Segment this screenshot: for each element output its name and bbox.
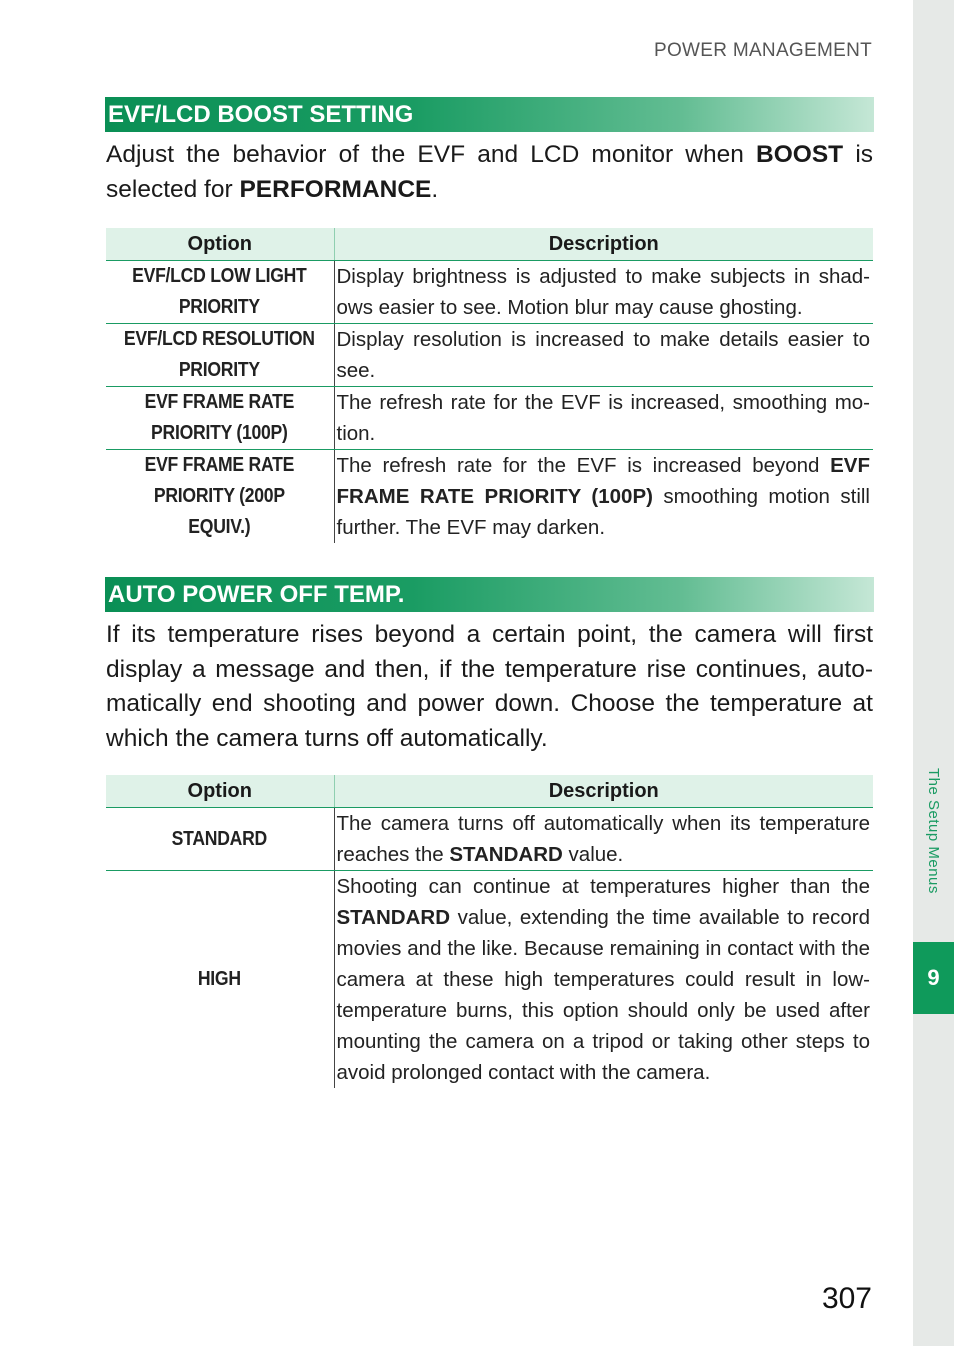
options-table <box>106 775 873 1088</box>
options-table <box>106 228 873 543</box>
table-row <box>106 450 873 544</box>
table-row <box>106 387 873 450</box>
text-run: Display resolution is increased to make details easier to see. <box>336 328 870 382</box>
option-name <box>120 808 321 871</box>
option-name-line: PRIORITY (200P EQUIV.) <box>153 485 285 538</box>
table-row <box>106 324 873 387</box>
chapter-number-tab: 9 <box>913 942 954 1014</box>
option-name <box>120 324 321 387</box>
bold-term: PERFORMANCE <box>239 175 432 203</box>
section-intro <box>106 618 873 756</box>
option-name-line: EVF/LCD RESOLUTION <box>123 328 315 350</box>
option-name-line: PRIORITY <box>178 359 260 381</box>
option-name <box>120 871 321 1089</box>
page-number: 307 <box>821 1282 872 1315</box>
option-description <box>334 261 873 324</box>
option-name <box>120 387 321 450</box>
option-name-line: HIGH <box>197 968 241 990</box>
option-description <box>334 450 873 544</box>
option-name-line: EVF/LCD LOW LIGHT <box>132 265 307 287</box>
text-run: Display brightness is adjusted to make subjects in shad-ows easier to see. Motion blur may cause ghosting. <box>336 265 870 319</box>
text-run: The refresh rate for the EVF is increased, smoothing mo-tion. <box>336 391 870 445</box>
text-run: smoothing motion still further. The EVF may darken. <box>336 485 870 539</box>
text-run: value. <box>562 843 624 866</box>
text-run: The refresh rate for the EVF is increased beyond <box>336 454 831 477</box>
column-header-option: Option <box>106 775 334 808</box>
side-margin-strip <box>913 0 954 1346</box>
text-run: If its temperature rises beyond a certain point, the camera will first display a message and then, if the temperature rise continues, auto-matically end shooting and power down. Choose the temperature at which the camera turns off automatically. <box>106 621 873 752</box>
text-run: is selected for <box>106 141 874 203</box>
option-name-line: PRIORITY (100P) <box>151 422 288 444</box>
text-run: value, extending the time available to record movies and the like. Because remaining in contact with the camera at these high temperatures could result in low-temperature burns, this option should only be used after mounting the camera on a tripod or taking other steps to avoid prolonged contact with the camera. <box>336 906 870 1084</box>
column-header-description: Description <box>334 228 873 261</box>
option-name <box>120 261 321 324</box>
section-heading: EVF/LCD BOOST SETTING <box>105 97 874 132</box>
chapter-side-label: The Setup Menus <box>925 768 942 894</box>
bold-term: BOOST <box>756 141 844 168</box>
text-run: Adjust the behavior of the EVF and LCD monitor when <box>106 141 757 168</box>
text-run: The camera turns off automatically when its temperature reaches the <box>336 812 870 866</box>
option-description <box>334 324 873 387</box>
section-heading: AUTO POWER OFF TEMP. <box>105 577 874 612</box>
option-name-line: STANDARD <box>171 827 268 850</box>
option-name <box>120 450 321 544</box>
bold-term: STANDARD <box>336 906 451 929</box>
table-body <box>106 808 873 1089</box>
column-header-option: Option <box>106 228 334 261</box>
bold-term: STANDARD <box>449 843 563 866</box>
option-description <box>334 387 873 450</box>
text-run: Shooting can continue at temperatures higher than the <box>336 875 870 898</box>
column-header-description: Description <box>334 775 873 808</box>
running-head: POWER MANAGEMENT <box>653 40 872 61</box>
option-name-line: EVF FRAME RATE <box>144 454 295 476</box>
table-body <box>106 261 873 544</box>
table-row <box>106 871 873 1089</box>
table-header-row <box>106 775 873 808</box>
option-description <box>334 808 873 871</box>
bold-term: EVF FRAME RATE PRIORITY (100P) <box>336 454 870 508</box>
table-row <box>106 808 873 871</box>
option-name-line: PRIORITY <box>178 296 260 318</box>
text-run: . <box>431 175 439 203</box>
table-header-row <box>106 228 873 261</box>
section-intro <box>106 138 873 207</box>
table-row <box>106 261 873 324</box>
option-description <box>334 871 873 1089</box>
option-name-line: EVF FRAME RATE <box>144 391 295 413</box>
